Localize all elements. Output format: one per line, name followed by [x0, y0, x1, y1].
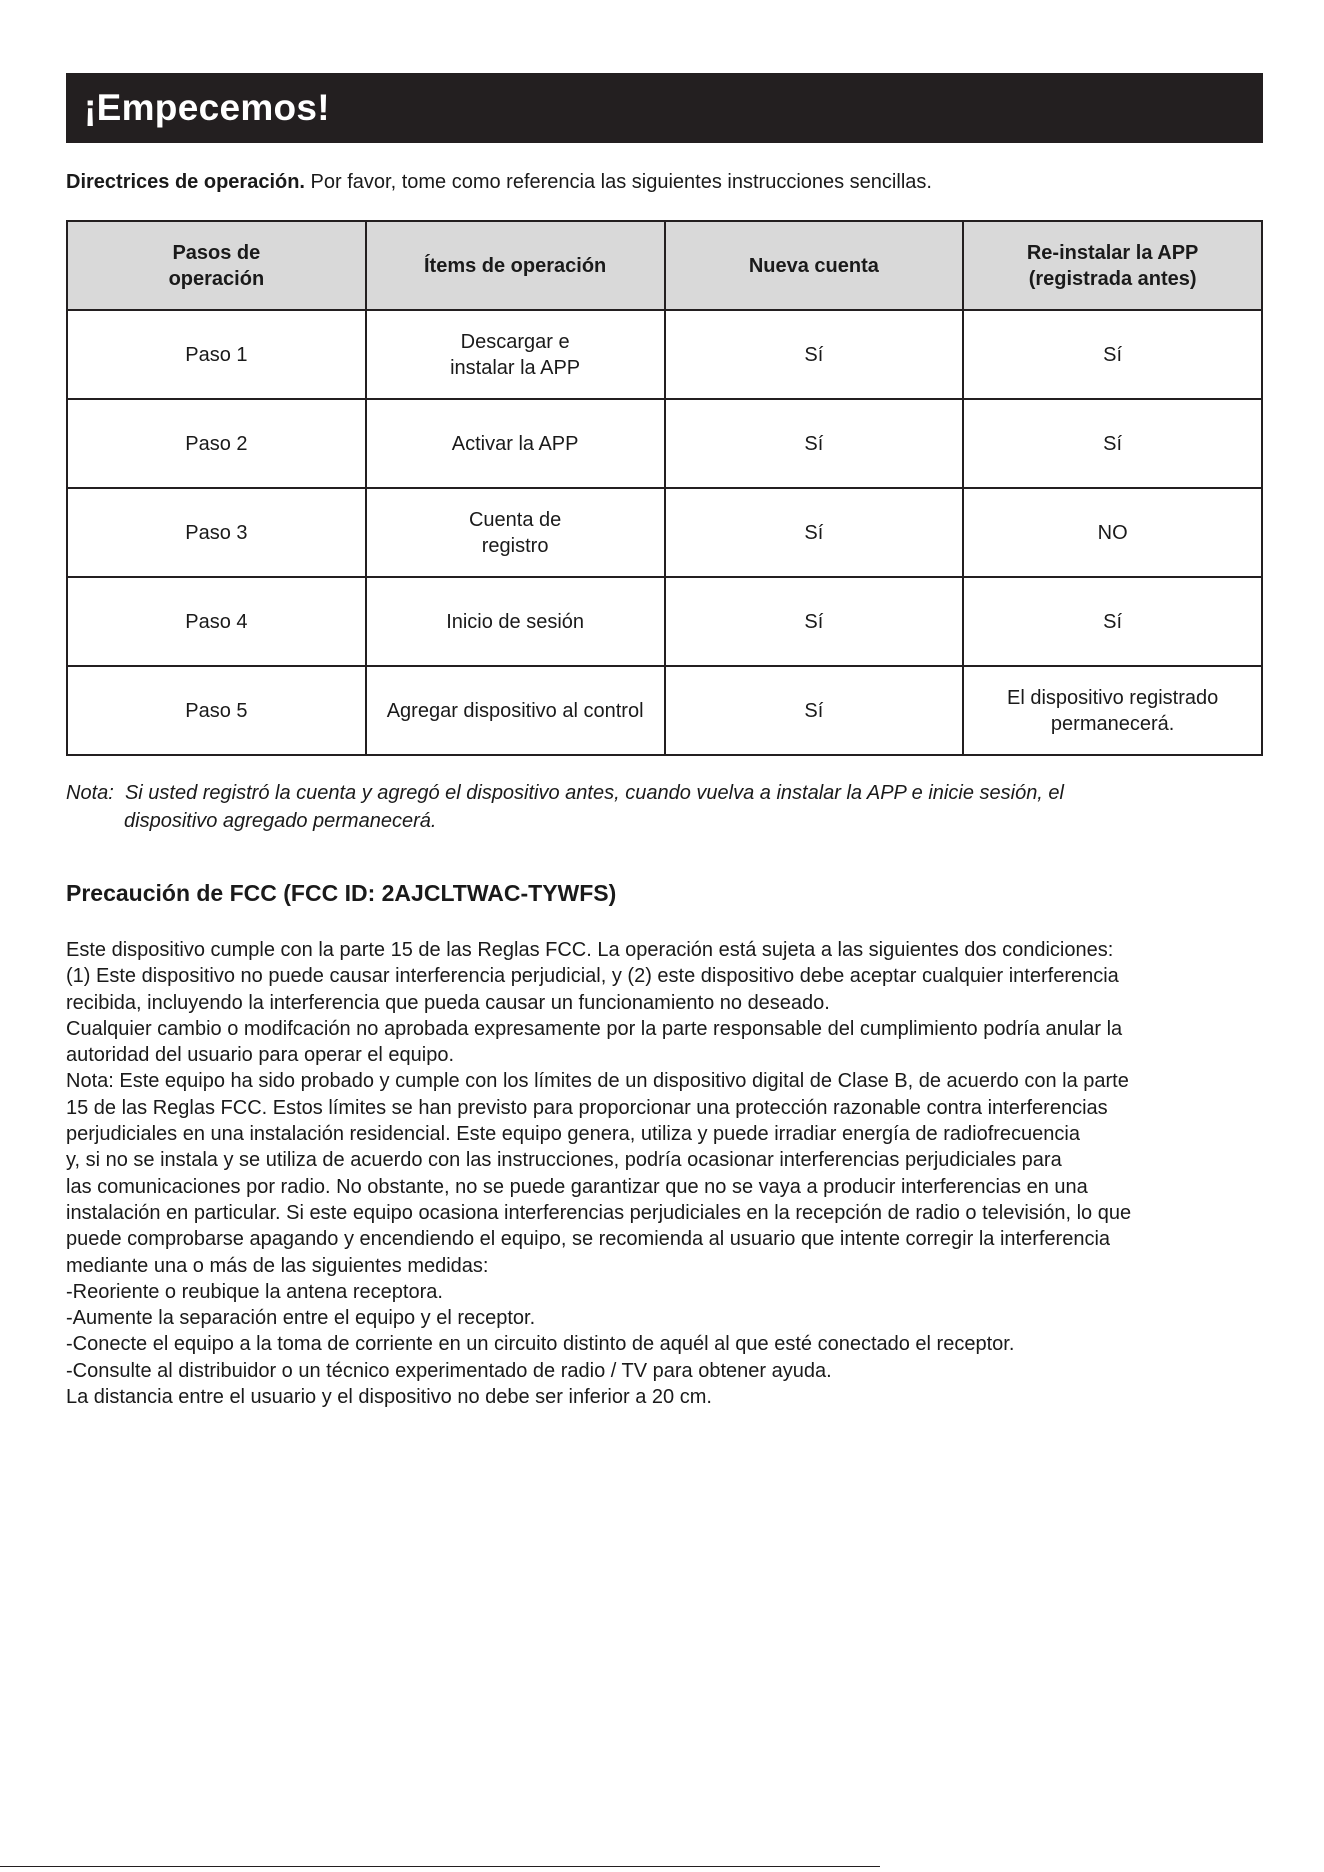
- cell-item: [366, 577, 665, 666]
- fcc-line: mediante una o más de las siguientes medidas:: [66, 1254, 489, 1277]
- fcc-line: Este dispositivo cumple con la parte 15 de las Reglas FCC. La operación está sujeta a las siguientes dos condiciones:: [66, 939, 1114, 961]
- fcc-line: (1) Este dispositivo no puede causar interferencia perjudicial, y (2) este dispositivo debe aceptar cualquier interferencia: [66, 965, 1119, 988]
- cell-reinstall-line: Sí: [1103, 610, 1123, 633]
- header-pasos-line: Pasos de: [172, 241, 261, 264]
- header-items: [366, 221, 665, 310]
- fcc-line: -Consulte al distribuidor o un técnico experimentado de radio / TV para obtener ayuda.: [66, 1359, 832, 1382]
- fcc-section-body: [66, 937, 1266, 1410]
- cell-item-line: Descargar e: [460, 330, 570, 353]
- fcc-line: puede comprobarse apagando y encendiendo el equipo, se recomienda al usuario que intente corregir la interferencia: [66, 1228, 1111, 1251]
- cell-new-account: Sí: [665, 577, 964, 666]
- cell-new-account: Sí: [665, 310, 964, 399]
- cell-step: Paso 5: [67, 666, 366, 755]
- cell-reinstall: [963, 666, 1262, 755]
- cell-step: Paso 1: [67, 310, 366, 399]
- cell-item: [366, 666, 665, 755]
- cell-reinstall: [963, 577, 1262, 666]
- cell-item-line: registro: [481, 534, 549, 557]
- fcc-line: La distancia entre el usuario y el dispositivo no debe ser inferior a 20 cm.: [66, 1386, 712, 1409]
- cell-reinstall-line: permanecerá.: [1050, 712, 1175, 735]
- cell-item-line: Cuenta de: [468, 508, 562, 531]
- intro-paragraph: [66, 168, 1263, 196]
- fcc-line: Nota: Este equipo ha sido probado y cumple con los límites de un dispositivo digital de Clase B, de acuerdo con la parte: [66, 1070, 1129, 1093]
- fcc-line: 15 de las Reglas FCC. Estos límites se han previsto para proporcionar una protección razonable contra interferencias: [66, 1096, 1108, 1119]
- note-line-1: Si usted registró la cuenta y agregó el dispositivo antes, cuando vuelva a instalar la APP e inicie sesión, el: [124, 782, 1064, 804]
- header-nueva-cuenta-line: Nueva cuenta: [748, 254, 879, 277]
- fcc-line: -Conecte el equipo a la toma de corriente en un circuito distinto de aquél al que esté conectado el receptor.: [66, 1333, 1015, 1356]
- fcc-line: y, si no se instala y se utiliza de acuerdo con las instrucciones, podría ocasionar interferencias perjudiciales para: [66, 1149, 1062, 1172]
- cell-reinstall-line: Sí: [1103, 432, 1123, 455]
- fcc-line: las comunicaciones por radio. No obstante, no se puede garantizar que no se vaya a producir interferencias en una: [66, 1175, 1088, 1198]
- cell-reinstall-line: Sí: [1103, 343, 1123, 366]
- header-items-line: Ítems de operación: [423, 254, 607, 277]
- cell-new-account: Sí: [665, 399, 964, 488]
- cell-reinstall-line: NO: [1097, 521, 1128, 544]
- header-nueva-cuenta: [665, 221, 964, 310]
- table-note: [66, 779, 1263, 835]
- fcc-line: -Aumente la separación entre el equipo y el receptor.: [66, 1307, 536, 1330]
- cell-item: [366, 399, 665, 488]
- fcc-line: instalación en particular. Si este equipo ocasiona interferencias perjudiciales en la recepción de radio o televisión, lo que: [66, 1201, 1132, 1224]
- cell-item-line: instalar la APP: [450, 356, 581, 379]
- cell-step: Paso 4: [67, 577, 366, 666]
- cell-item-line: Activar la APP: [451, 432, 579, 455]
- cell-new-account: Sí: [665, 488, 964, 577]
- fcc-line: recibida, incluyendo la interferencia que pueda causar un funcionamiento no deseado.: [66, 991, 830, 1014]
- fcc-section-title: Precaución de FCC (FCC ID: 2AJCLTWAC-TYWFS): [66, 880, 617, 906]
- table-header-row: [67, 221, 1262, 310]
- operation-steps-table: [66, 220, 1263, 756]
- cell-reinstall: [963, 399, 1262, 488]
- fcc-line: Cualquier cambio o modifcación no aprobada expresamente por la parte responsable del cumplimiento podría anular la: [66, 1017, 1123, 1040]
- intro-text: Por favor, tome como referencia las siguientes instrucciones sencillas.: [304, 171, 932, 193]
- table-row: [67, 488, 1262, 577]
- table-body: [67, 310, 1262, 755]
- bottom-divider: [0, 1866, 880, 1867]
- page-title: ¡Empecemos!: [84, 87, 330, 128]
- cell-reinstall: [963, 310, 1262, 399]
- header-pasos-line: operación: [168, 267, 265, 290]
- header-reinstalar-line: (registrada antes): [1028, 267, 1197, 290]
- header-reinstalar: [963, 221, 1262, 310]
- page-header-bar: [66, 73, 1263, 143]
- fcc-line: autoridad del usuario para operar el equipo.: [66, 1044, 455, 1067]
- note-line-2: dispositivo agregado permanecerá.: [124, 810, 437, 832]
- cell-item-line: Inicio de sesión: [446, 610, 585, 633]
- table-row: [67, 310, 1262, 399]
- cell-reinstall-line: El dispositivo registrado: [1007, 686, 1219, 709]
- intro-bold-label: Directrices de operación.: [66, 171, 305, 193]
- header-pasos: [67, 221, 366, 310]
- cell-reinstall: [963, 488, 1262, 577]
- cell-item: [366, 488, 665, 577]
- header-reinstalar-line: Re-instalar la APP: [1026, 241, 1199, 264]
- cell-step: Paso 3: [67, 488, 366, 577]
- table-row: [67, 577, 1262, 666]
- fcc-line: -Reoriente o reubique la antena receptora.: [66, 1280, 443, 1303]
- cell-new-account: Sí: [665, 666, 964, 755]
- note-label: Nota:: [66, 782, 114, 804]
- cell-step: Paso 2: [67, 399, 366, 488]
- table-row: [67, 399, 1262, 488]
- cell-item: [366, 310, 665, 399]
- table-row: [67, 666, 1262, 755]
- fcc-line: perjudiciales en una instalación residencial. Este equipo genera, utiliza y puede irradiar energía de radiofrecuencia: [66, 1123, 1080, 1146]
- cell-item-line: Agregar dispositivo al control: [386, 699, 644, 722]
